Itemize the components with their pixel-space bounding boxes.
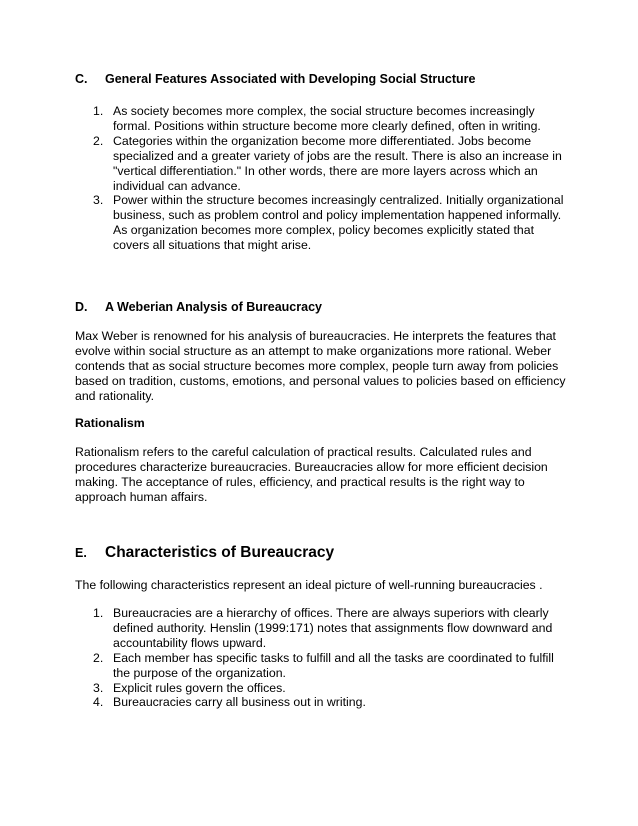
section-e-heading bbox=[75, 544, 334, 562]
list-item-text: Categories within the organization become more differentiated. Jobs become specialized and a greater variety of jobs are the result. There is also an increase in "vertical differentiation." In other words, there are more layers across which an individual can advance. bbox=[113, 133, 562, 193]
section-d-paragraph: Max Weber is renowned for his analysis of bureaucracies. He interprets the features that evolve within social structure as an attempt to make organizations more rational. Weber contends that as social structure becomes more complex, people turn away from policies based on tradition, customs, emotions, and personal values to policies based on efficiency and rationality. bbox=[75, 329, 566, 403]
list-item bbox=[75, 651, 565, 681]
section-c-list bbox=[75, 104, 565, 253]
list-item bbox=[75, 193, 565, 253]
list-item-text: Each member has specific tasks to fulfill and all the tasks are coordinated to fulfill the purpose of the organization. bbox=[113, 650, 554, 680]
rationalism-paragraph: Rationalism refers to the careful calculation of practical results. Calculated rules and procedures characterize bureaucracies. Bureaucracies allow for more efficient decision making. The acceptance of rules, efficiency, and practical results is the right way to approach human affairs. bbox=[75, 445, 548, 504]
list-item bbox=[75, 606, 565, 651]
list-item-number: 1. bbox=[93, 104, 104, 118]
section-d-letter: D. bbox=[75, 300, 88, 314]
list-item bbox=[75, 695, 565, 710]
section-c-heading bbox=[75, 72, 475, 86]
section-e-title: Characteristics of Bureaucracy bbox=[105, 544, 335, 561]
section-e-list bbox=[75, 606, 565, 710]
list-item-text: Explicit rules govern the offices. bbox=[113, 680, 286, 695]
list-item-text: Bureaucracies are a hierarchy of offices. There are always superiors with clearly defined authority. Henslin (1999:171) notes that assignments flow downward and accountability flows upward. bbox=[113, 606, 553, 650]
section-d-title: A Weberian Analysis of Bureaucracy bbox=[105, 300, 322, 314]
section-e-intro: The following characteristics represent an ideal picture of well-running bureaucracies . bbox=[75, 578, 543, 592]
section-e-letter: E. bbox=[75, 546, 87, 560]
list-item-number: 4. bbox=[93, 695, 104, 710]
list-item-number: 1. bbox=[93, 606, 104, 620]
list-item-text: Bureaucracies carry all business out in writing. bbox=[113, 695, 366, 710]
rationalism-heading: Rationalism bbox=[75, 416, 145, 430]
section-c-letter: C. bbox=[75, 72, 88, 86]
list-item bbox=[75, 134, 565, 194]
list-item-number: 2. bbox=[93, 133, 104, 148]
list-item-number: 2. bbox=[93, 650, 104, 665]
list-item bbox=[75, 681, 565, 696]
list-item-text: As society becomes more complex, the social structure becomes increasingly formal. Positions within structure become more clearly defined, often in writing. bbox=[113, 104, 541, 133]
list-item-number: 3. bbox=[93, 680, 104, 695]
section-c-title: General Features Associated with Developing Social Structure bbox=[105, 72, 476, 86]
list-item-number: 3. bbox=[93, 193, 104, 208]
list-item-text: Power within the structure becomes increasingly centralized. Initially organizational business, such as problem control and policy implementation happened informally. As organization becomes more complex, policy becomes explicitly stated that covers all situations that might arise. bbox=[113, 193, 564, 253]
list-item bbox=[75, 104, 565, 134]
section-d-heading bbox=[75, 300, 322, 314]
